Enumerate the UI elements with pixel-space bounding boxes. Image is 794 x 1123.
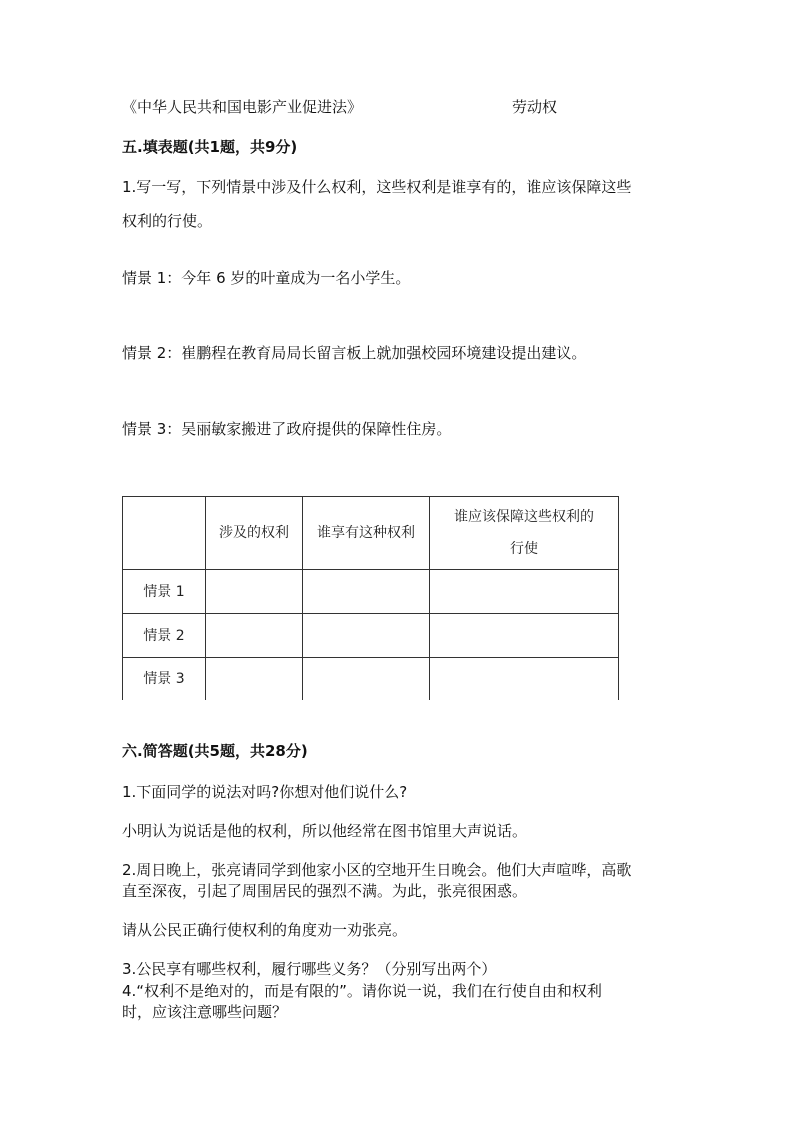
question-6-2-line2: 直至深夜，引起了周围居民的强烈不满。为此，张亮很困惑。 (122, 882, 528, 900)
table-header-cell: 涉及的权利 (206, 497, 303, 570)
table-header-cell (123, 497, 206, 570)
table-row-label: 情景 3 (123, 658, 206, 701)
table-cell (206, 614, 303, 658)
scene-1-text: 情景 1：今年 6 岁的叶童成为一名小学生。 (122, 269, 411, 287)
table-header-row (123, 497, 619, 570)
table-cell (303, 658, 430, 701)
question-6-2-ask: 请从公民正确行使权利的角度劝一劝张亮。 (122, 921, 408, 939)
table-cell (206, 658, 303, 701)
table-header-cell: 谁应该保障这些权利的行使 (430, 497, 619, 570)
section6-heading: 六.简答题(共5题，共28分) (122, 742, 308, 760)
table-row (123, 570, 619, 614)
scene-3-text: 情景 3：吴丽敏家搬进了政府提供的保障性住房。 (122, 420, 452, 438)
table-row (123, 614, 619, 658)
question-6-1: 1.下面同学的说法对吗?你想对他们说什么? (122, 783, 408, 801)
table-row-label: 情景 2 (123, 614, 206, 658)
question-5-1-line2: 权利的行使。 (122, 212, 213, 230)
right-labor: 劳动权 (512, 98, 558, 116)
table-cell (206, 570, 303, 614)
table-cell (303, 614, 430, 658)
table-row (123, 658, 619, 701)
table-header-cell: 谁享有这种权利 (303, 497, 430, 570)
question-5-1-line1: 1.写一写，下列情景中涉及什么权利，这些权利是谁享有的，谁应该保障这些 (122, 178, 632, 196)
law-title: 《中华人民共和国电影产业促进法》 (122, 98, 363, 116)
question-6-3: 3.公民享有哪些权利，履行哪些义务？（分别写出两个） (122, 960, 497, 978)
question-6-2-line1: 2.周日晚上，张亮请同学到他家小区的空地开生日晚会。他们大声喧哗，高歌 (122, 861, 632, 879)
table-cell (303, 570, 430, 614)
question-6-4-line2: 时，应该注意哪些问题？ (122, 1003, 288, 1021)
rights-table (122, 496, 619, 700)
scene-2-text: 情景 2：崔鹏程在教育局局长留言板上就加强校园环境建设提出建议。 (122, 344, 587, 362)
section5-heading: 五.填表题(共1题，共9分) (122, 138, 298, 156)
table-cell (430, 614, 619, 658)
question-6-4-line1: 4.“权利不是绝对的，而是有限的”。请你说一说，我们在行使自由和权利 (122, 982, 602, 1000)
table-row-label: 情景 1 (123, 570, 206, 614)
question-6-1-case: 小明认为说话是他的权利，所以他经常在图书馆里大声说话。 (122, 822, 528, 840)
table-cell (430, 570, 619, 614)
table-cell (430, 658, 619, 701)
